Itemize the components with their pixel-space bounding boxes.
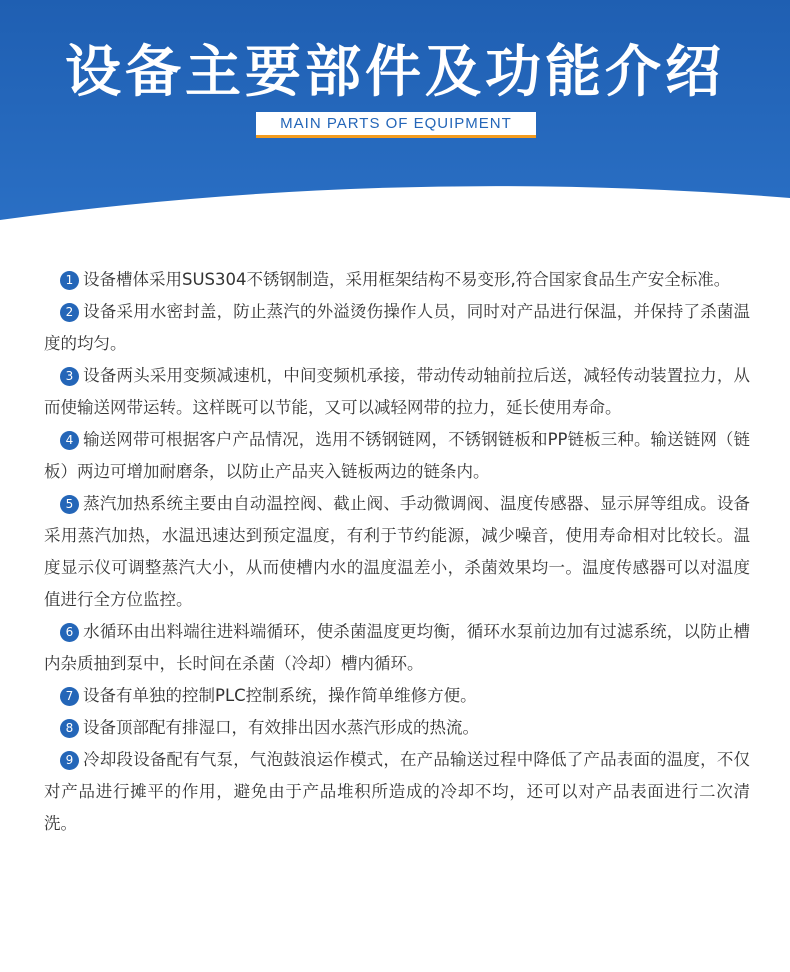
list-item (44, 712, 750, 744)
number-badge-icon: 1 (60, 271, 79, 290)
number-badge-icon: 9 (60, 751, 79, 770)
number-badge-icon: 4 (60, 431, 79, 450)
number-badge-icon: 6 (60, 623, 79, 642)
item-text: 冷却段设备配有气泵，气泡鼓浪运作模式，在产品输送过程中降低了产品表面的温度，不仅对产品进行摊平的作用，避免由于产品堆积所造成的冷却不均，还可以对产品表面进行二次清洗。 (44, 750, 750, 833)
list-item (44, 680, 750, 712)
item-text: 蒸汽加热系统主要由自动温控阀、截止阀、手动微调阀、温度传感器、显示屏等组成。设备采用蒸汽加热，水温迅速达到预定温度，有利于节约能源，减少噪音，使用寿命相对比较长。温度显示仪可调整蒸汽大小，从而使槽内水的温度温差小，杀菌效果均一。温度传感器可以对温度值进行全方位监控。 (44, 494, 750, 609)
header-curve (0, 0, 790, 220)
item-text: 设备顶部配有排湿口，有效排出因水蒸汽形成的热流。 (83, 718, 479, 737)
list-item (44, 264, 750, 296)
list-item (44, 744, 750, 840)
number-badge-icon: 2 (60, 303, 79, 322)
item-text: 设备有单独的控制PLC控制系统，操作简单维修方便。 (83, 686, 477, 705)
item-text: 水循环由出料端往进料端循环，使杀菌温度更均衡，循环水泵前边加有过滤系统，以防止槽内杂质抽到泵中，长时间在杀菌（冷却）槽内循环。 (44, 622, 750, 673)
number-badge-icon: 3 (60, 367, 79, 386)
number-badge-icon: 5 (60, 495, 79, 514)
item-text: 设备槽体采用SUS304不锈钢制造，采用框架结构不易变形,符合国家食品生产安全标准。 (83, 270, 731, 289)
list-item (44, 296, 750, 360)
list-item (44, 488, 750, 616)
list-item (44, 424, 750, 488)
number-badge-icon: 7 (60, 687, 79, 706)
item-text: 输送网带可根据客户产品情况，选用不锈钢链网，不锈钢链板和PP链板三种。输送链网（链板）两边可增加耐磨条，以防止产品夹入链板两边的链条内。 (44, 430, 750, 481)
list-item (44, 360, 750, 424)
list-item (44, 616, 750, 680)
number-badge-icon: 8 (60, 719, 79, 738)
item-text: 设备两头采用变频减速机，中间变频机承接，带动传动轴前拉后送，减轻传动装置拉力，从而使输送网带运转。这样既可以节能，又可以减轻网带的拉力，延长使用寿命。 (44, 366, 750, 417)
parts-list (44, 264, 750, 840)
page-subtitle: MAIN PARTS OF EQUIPMENT (256, 112, 536, 138)
item-text: 设备采用水密封盖，防止蒸汽的外溢烫伤操作人员，同时对产品进行保温，并保持了杀菌温度的均匀。 (44, 302, 750, 353)
page-title: 设备主要部件及功能介绍 (65, 40, 725, 105)
